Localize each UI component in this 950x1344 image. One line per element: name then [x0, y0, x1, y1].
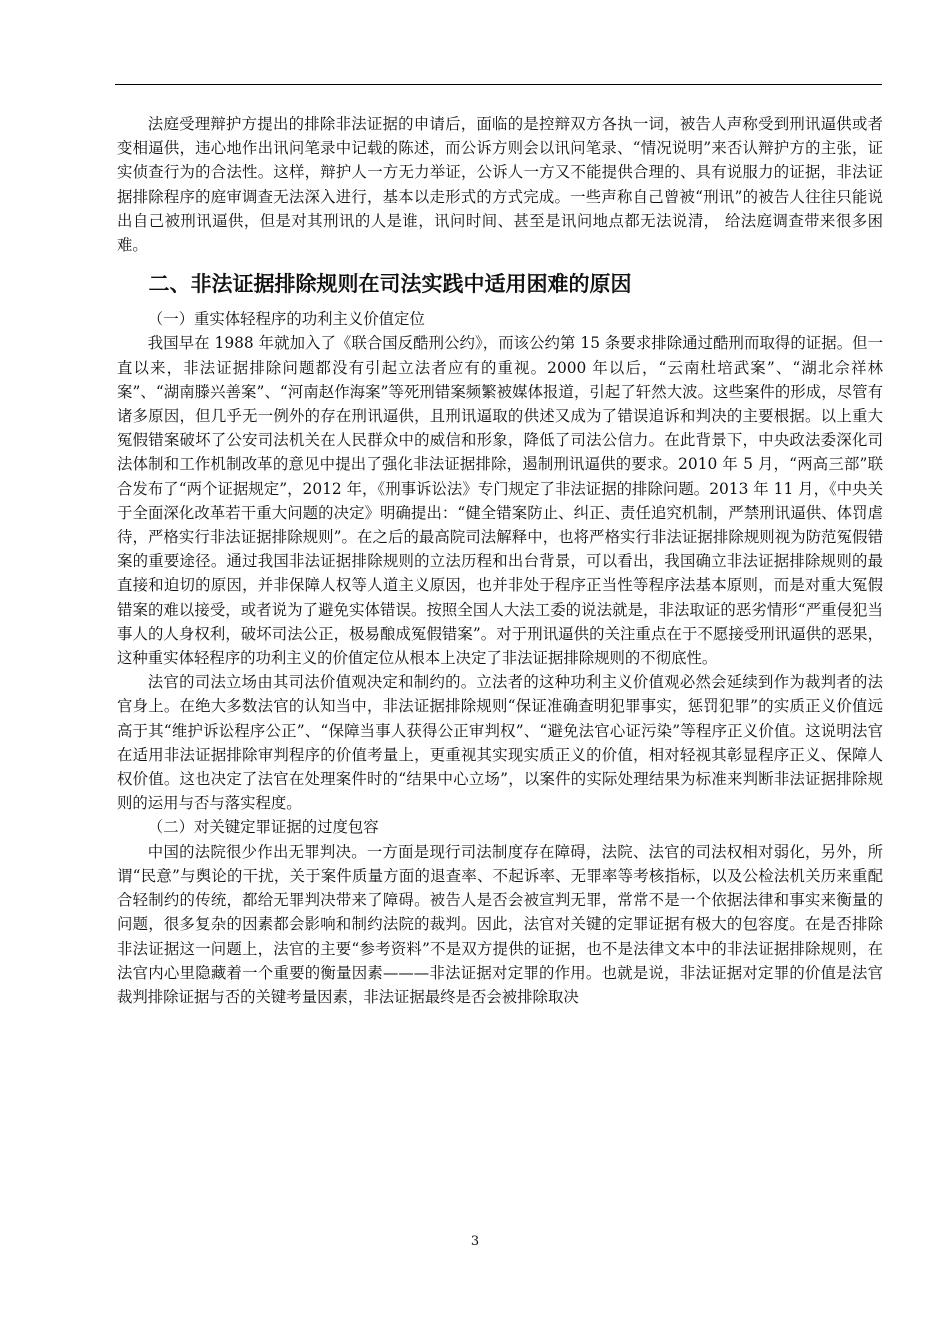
- section-heading: 二、非法证据排除规则在司法实践中适用困难的原因: [148, 272, 632, 297]
- paragraph-intro: 法庭受理辩护方提出的排除非法证据的申请后，面临的是控辩双方各执一词，被告人声称受到刑讯逼供或者变相逼供，违心地作出讯问笔录中记载的陈述，而公诉方则会以讯问笔录、“情况说明”来否认辩护方的主张，证实侦查行为的合法性。这样，辩护人一方无力举证，公诉人一方又不能提供合理的、具有说服力的证据，非法证据排除程序的庭审调查无法深入进行，基本以走形式的方式完成。一些声称自己曾被“刑讯”的被告人往往只能说出自己被刑讯逼供，但是对其刑讯的人是谁，讯问时间、甚至是讯问地点都无法说清， 给法庭调查带来很多困难。: [117, 115, 883, 255]
- paragraph: 法官的司法立场由其司法价值观决定和制约的。立法者的这种功利主义价值观必然会延续到作为裁判者的法官身上。在绝大多数法官的认知当中，非法证据排除规则“保证准确查明犯罪事实，惩罚犯罪”的实质正义价值远高于其“维护诉讼程序公正”、“保障当事人获得公正审判权”、“避免法官心证污染”等程序正义价值。这说明法官在适用非法证据排除审判程序的价值考量上，更重视其实现实质正义的价值，相对轻视其彰显程序正义、保障人权价值。这也决定了法官在处理案件时的“结果中心立场”，以案件的实际处理结果为标准来判断非法证据排除规则的运用与否与落实程度。: [117, 673, 883, 813]
- subsection-heading-1: （一）重实体轻程序的功利主义价值定位: [147, 310, 425, 329]
- page-number: 3: [470, 1234, 480, 1249]
- paragraph: 中国的法院很少作出无罪判决。一方面是现行司法制度存在障碍，法院、法官的司法权相对弱化，另外，所谓“民意”与舆论的干扰，关于案件质量方面的退查率、不起诉率、无罪率等考核指标，以及公检法机关历来重配合轻制约的传统，都给无罪判决带来了障碍。被告人是否会被宣判无罪，常常不是一个依据法律和事实来衡量的问题，很多复杂的因素都会影响和制约法院的裁判。因此，法官对关键的定罪证据有极大的包容度。在是否排除非法证据这一问题上，法官的主要“参考资料”不是双方提供的证据，也不是法律文本中的非法证据排除规则，在法官内心里隐藏着一个重要的衡量因素———非法证据对定罪的作用。也就是说，非法证据对定罪的价值是法官裁判排除证据与否的关键考量因素，非法证据最终是否会被排除取决: [117, 842, 883, 1006]
- body-text: [117, 112, 883, 1009]
- subsection-heading-2: （二）对关键定罪证据的过度包容: [147, 818, 379, 837]
- paragraph: 我国早在 1988 年就加入了《联合国反酷刑公约》，而该公约第 15 条要求排除通过酷刑而取得的证据。但一直以来，非法证据排除问题都没有引起立法者应有的重视。2000 年以后，“云南杜培武案”、“湖北佘祥林案”、“湖南滕兴善案”、“河南赵作海案”等死刑错案频繁被媒体报道，引起了轩然大波。这些案件的形成，尽管有诸多原因，但几乎无一例外的存在刑讯逼供，且刑讯逼取的供述又成为了错误追诉和判决的主要根据。以上重大冤假错案破坏了公安司法机关在人民群众中的威信和形象，降低了司法公信力。在此背景下，中央政法委深化司法体制和工作机制改革的意见中提出了强化非法证据排除，遏制刑讯逼供的要求。2010 年 5 月，“两高三部”联合发布了“两个证据规定”，2012 年，《刑事诉讼法》专门规定了非法证据的排除问题。2013 年 11 月，《中央关于全面深化改革若干重大问题的决定》明确提出：“健全错案防止、纠正、责任追究机制，严禁刑讯逼供、体罚虐待，严格实行非法证据排除规则”。在之后的最高院司法解释中，也将严格实行非法证据排除规则视为防范冤假错案的重要途径。通过我国非法证据排除规则的立法历程和出台背景，可以看出，我国确立非法证据排除规则的最直接和迫切的原因，并非保障人权等人道主义原因，也并非处于程序正当性等程序法基本原则，而是对重大冤假错案的难以接受，或者说为了避免实体错误。按照全国人大法工委的说法就是，非法取证的恶劣情形“严重侵犯当事人的人身权利，破坏司法公正，极易酿成冤假错案”。对于刑讯逼供的关注重点在于不愿接受刑讯逼供的恶果，这种重实体轻程序的功利主义的价值定位从根本上决定了非法证据排除规则的不彻底性。: [117, 334, 883, 668]
- header-rule: [115, 84, 882, 85]
